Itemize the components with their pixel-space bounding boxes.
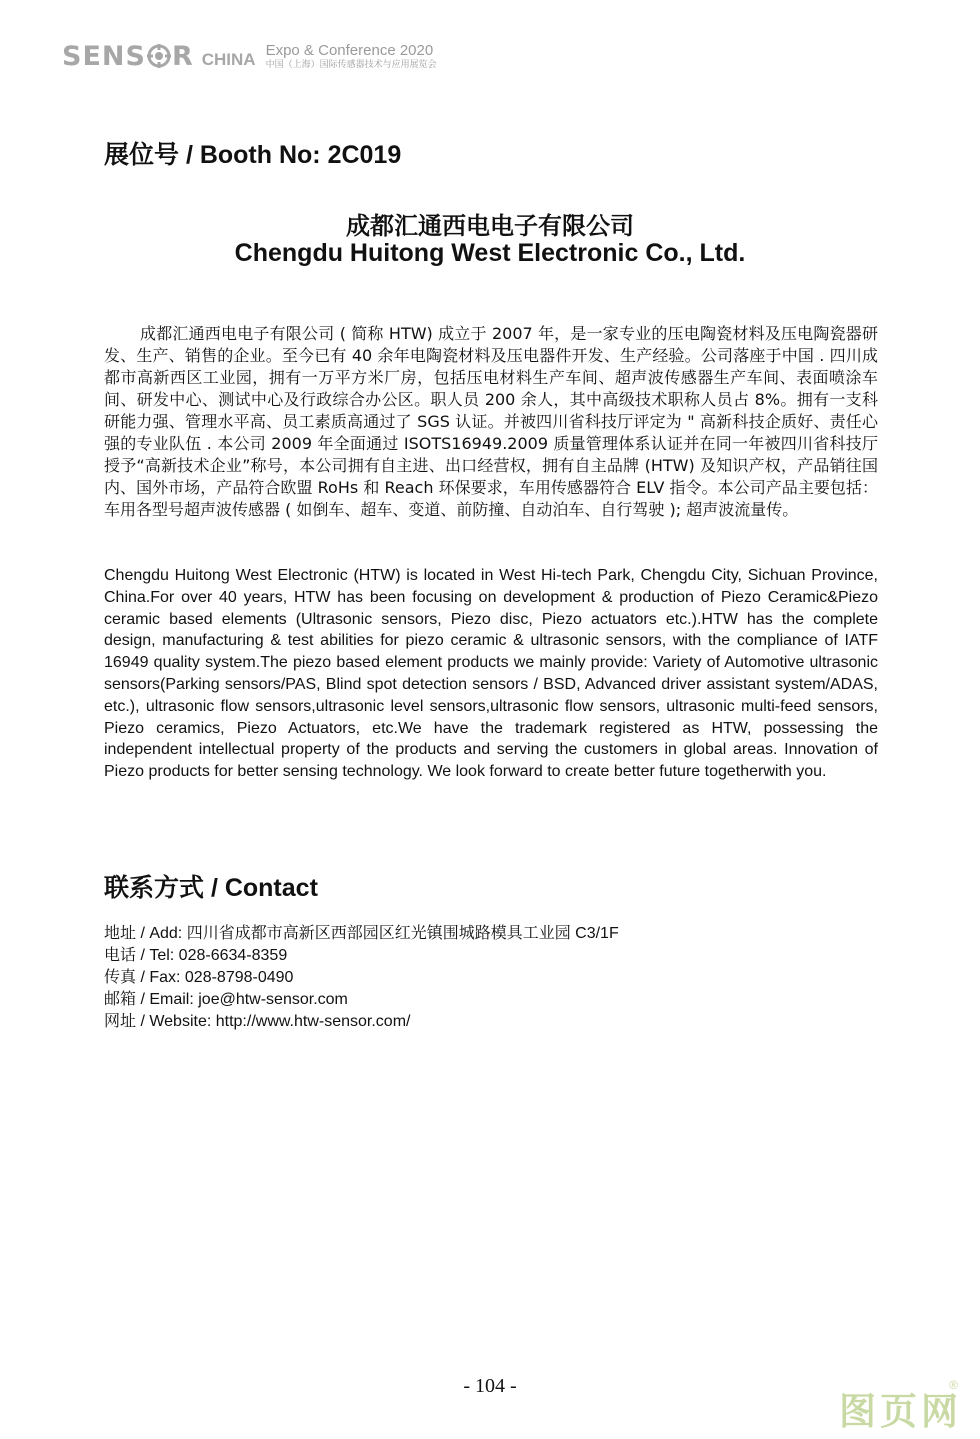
expo-info bbox=[266, 42, 437, 70]
watermark-logo: 图页网 bbox=[839, 1390, 962, 1433]
contact-heading: 联系方式 / Contact bbox=[104, 874, 318, 902]
registered-mark: ® bbox=[949, 1378, 958, 1392]
page-header bbox=[62, 38, 437, 74]
booth-number-heading: 展位号 / Booth No: 2C019 bbox=[104, 141, 402, 169]
contact-tel: 电话 / Tel: 028-6634-8359 bbox=[104, 947, 288, 964]
company-description-cn: 成都汇通西电电子有限公司 ( 简称 HTW) 成立于 2007 年，是一家专业的压电陶瓷材料及压电陶瓷器研发、生产、销售的企业。至今已有 40 余年电陶瓷材料及压电器件开发、生产经验。公司落座于中国 . 四川成都市高新西区工业园，拥有一万平方米厂房，包括压电材料生产车间、超声波传感器生产车间、表面喷涂车间、研发中心、测试中心及行政综合办公区。职人员 200 余人，其中高级技术职称人员占 8%。拥有一支科研能力强、管理水平高、员工素质高通过了 SGS 认证。并被四川省科技厅评定为 " 高新科技企质好、责任心强的专业队伍 . 本公司 2009 年全面通过 ISOTS16949.2009 质量管理体系认证并在同一年被四川省科技厅授予“高新技术企业”称号，本公司拥有自主进、出口经营权，拥有自主品牌 (HTW) 及知识产权，产品销往国内、国外市场，产品符合欧盟 RoHs 和 Reach 环保要求，车用传感器符合 ELV 指令。本公司产品主要包括：车用各型号超声波传感器 ( 如倒车、超车、变道、前防撞、自动泊车、自行驾驶 ); 超声波流量传。 bbox=[104, 324, 878, 519]
gear-icon bbox=[147, 44, 171, 68]
sensor-china-logo bbox=[62, 41, 194, 72]
contact-email: 邮箱 / Email: joe@htw-sensor.com bbox=[104, 991, 348, 1008]
company-name-en: Chengdu Huitong West Electronic Co., Ltd. bbox=[234, 239, 746, 267]
company-name-cn: 成都汇通西电电子有限公司 bbox=[346, 213, 634, 240]
logo-text-part1: SENS bbox=[62, 40, 146, 72]
expo-subtitle: 中国（上海）国际传感器技术与应用展览会 bbox=[265, 59, 437, 69]
company-description-en: Chengdu Huitong West Electronic (HTW) is located in West Hi-tech Park, Chengdu City, Sichuan Province, China.For over 40 years, HTW has been focusing on development & production of Piezo Ceramic&Piezo ceramic based elements (Ultrasonic sensors, Piezo disc, Piezo actuators etc.).HTW has the complete design, manufacturing & test abilities for piezo ceramic & ultrasonic sensors, with the compliance of IATF 16949 quality system.The piezo based element products we mainly provide: Variety of Automotive ultrasonic sensors(Parking sensors/PAS, Blind spot detection sensors / BSD, Advanced driver assistant system/ADAS, etc.), ultrasonic flow sensors,ultrasonic level sensors,ultrasonic flow sensors, ultrasonic multi-feed sensors, Piezo ceramics, Piezo Actuators, etc.We have the trademark registered as HTW, possessing the independent intellectual property of the products and serving the customers in global areas. Innovation of Piezo products for better sensing technology. We look forward to create better future togetherwith you. bbox=[104, 567, 878, 781]
contact-website: 网址 / Website: http://www.htw-sensor.com/ bbox=[104, 1013, 411, 1030]
logo-text-part2: R bbox=[171, 40, 194, 72]
expo-title: Expo & Conference 2020 bbox=[265, 42, 434, 59]
page-number: - 104 - bbox=[463, 1375, 517, 1397]
contact-list bbox=[104, 923, 619, 1033]
contact-fax: 传真 / Fax: 028-8798-0490 bbox=[104, 969, 294, 986]
contact-address: 地址 / Add: 四川省成都市高新区西部园区红光镇围城路模具工业园 C3/1F bbox=[104, 925, 619, 942]
logo-china-text: CHINA bbox=[201, 50, 256, 69]
